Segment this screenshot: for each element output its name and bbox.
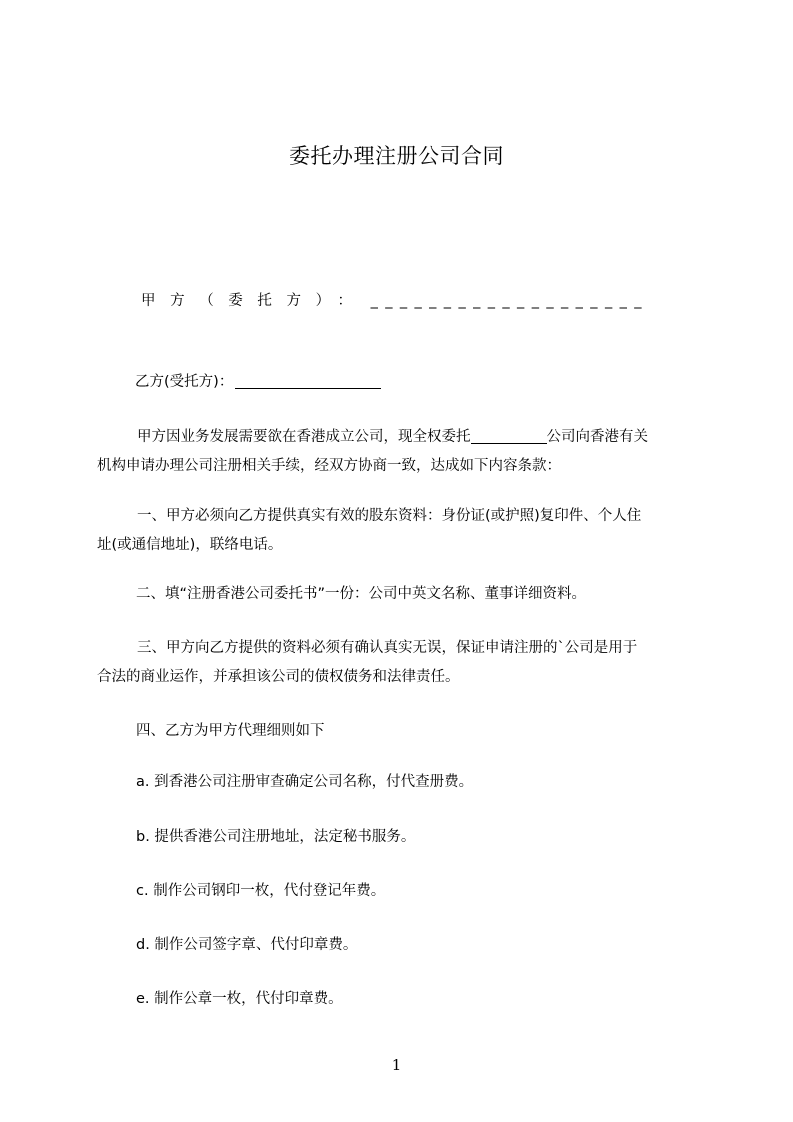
party-b-blank bbox=[235, 373, 381, 389]
party-a-blank: ___________________ bbox=[370, 293, 649, 309]
clause-3 bbox=[97, 634, 703, 692]
clause-1 bbox=[97, 502, 703, 560]
list-item: d. 制作公司签字章、代付印章费。 bbox=[136, 937, 358, 953]
intro-text-3: 机构申请办理公司注册相关手续，经双方协商一致，达成如下内容条款： bbox=[97, 458, 561, 474]
clause-2: 二、填“注册香港公司委托书”一份：公司中英文名称、董事详细资料。 bbox=[136, 586, 587, 602]
list-item: e. 制作公章一枚，代付印章费。 bbox=[136, 991, 343, 1007]
list-item: c. 制作公司钢印一枚，代付登记年费。 bbox=[136, 883, 386, 899]
document-title: 委托办理注册公司合同 bbox=[289, 144, 504, 168]
party-a-line bbox=[141, 291, 701, 311]
intro-text-1: 甲方因业务发展需要欲在香港成立公司，现全权委托 bbox=[137, 429, 471, 445]
list-item: b. 提供香港公司注册地址，法定秘书服务。 bbox=[136, 829, 416, 845]
party-b-label: 乙方(受托方)： bbox=[135, 374, 234, 390]
agent-company-blank bbox=[471, 428, 547, 444]
clause-1-line-b: 址(或通信地址)，联络电话。 bbox=[97, 537, 283, 553]
list-item: a. 到香港公司注册审查确定公司名称，付代查册费。 bbox=[136, 774, 474, 790]
party-b-line bbox=[135, 372, 381, 392]
clause-1-line-a: 一、甲方必须向乙方提供真实有效的股东资料：身份证(或护照)复印件、个人住 bbox=[137, 508, 642, 524]
page-number: 1 bbox=[391, 1056, 402, 1074]
clause-4: 四、乙方为甲方代理细则如下 bbox=[136, 723, 325, 739]
clause-3-line-a: 三、甲方向乙方提供的资料必须有确认真实无误，保证申请注册的`公司是用于 bbox=[137, 640, 638, 656]
intro-text-2: 公司向香港有关 bbox=[546, 429, 648, 445]
clause-3-line-b: 合法的商业运作，并承担该公司的债权债务和法律责任。 bbox=[97, 669, 460, 685]
intro-paragraph bbox=[97, 423, 703, 481]
party-a-label: 甲方（委托方）： bbox=[141, 293, 367, 309]
